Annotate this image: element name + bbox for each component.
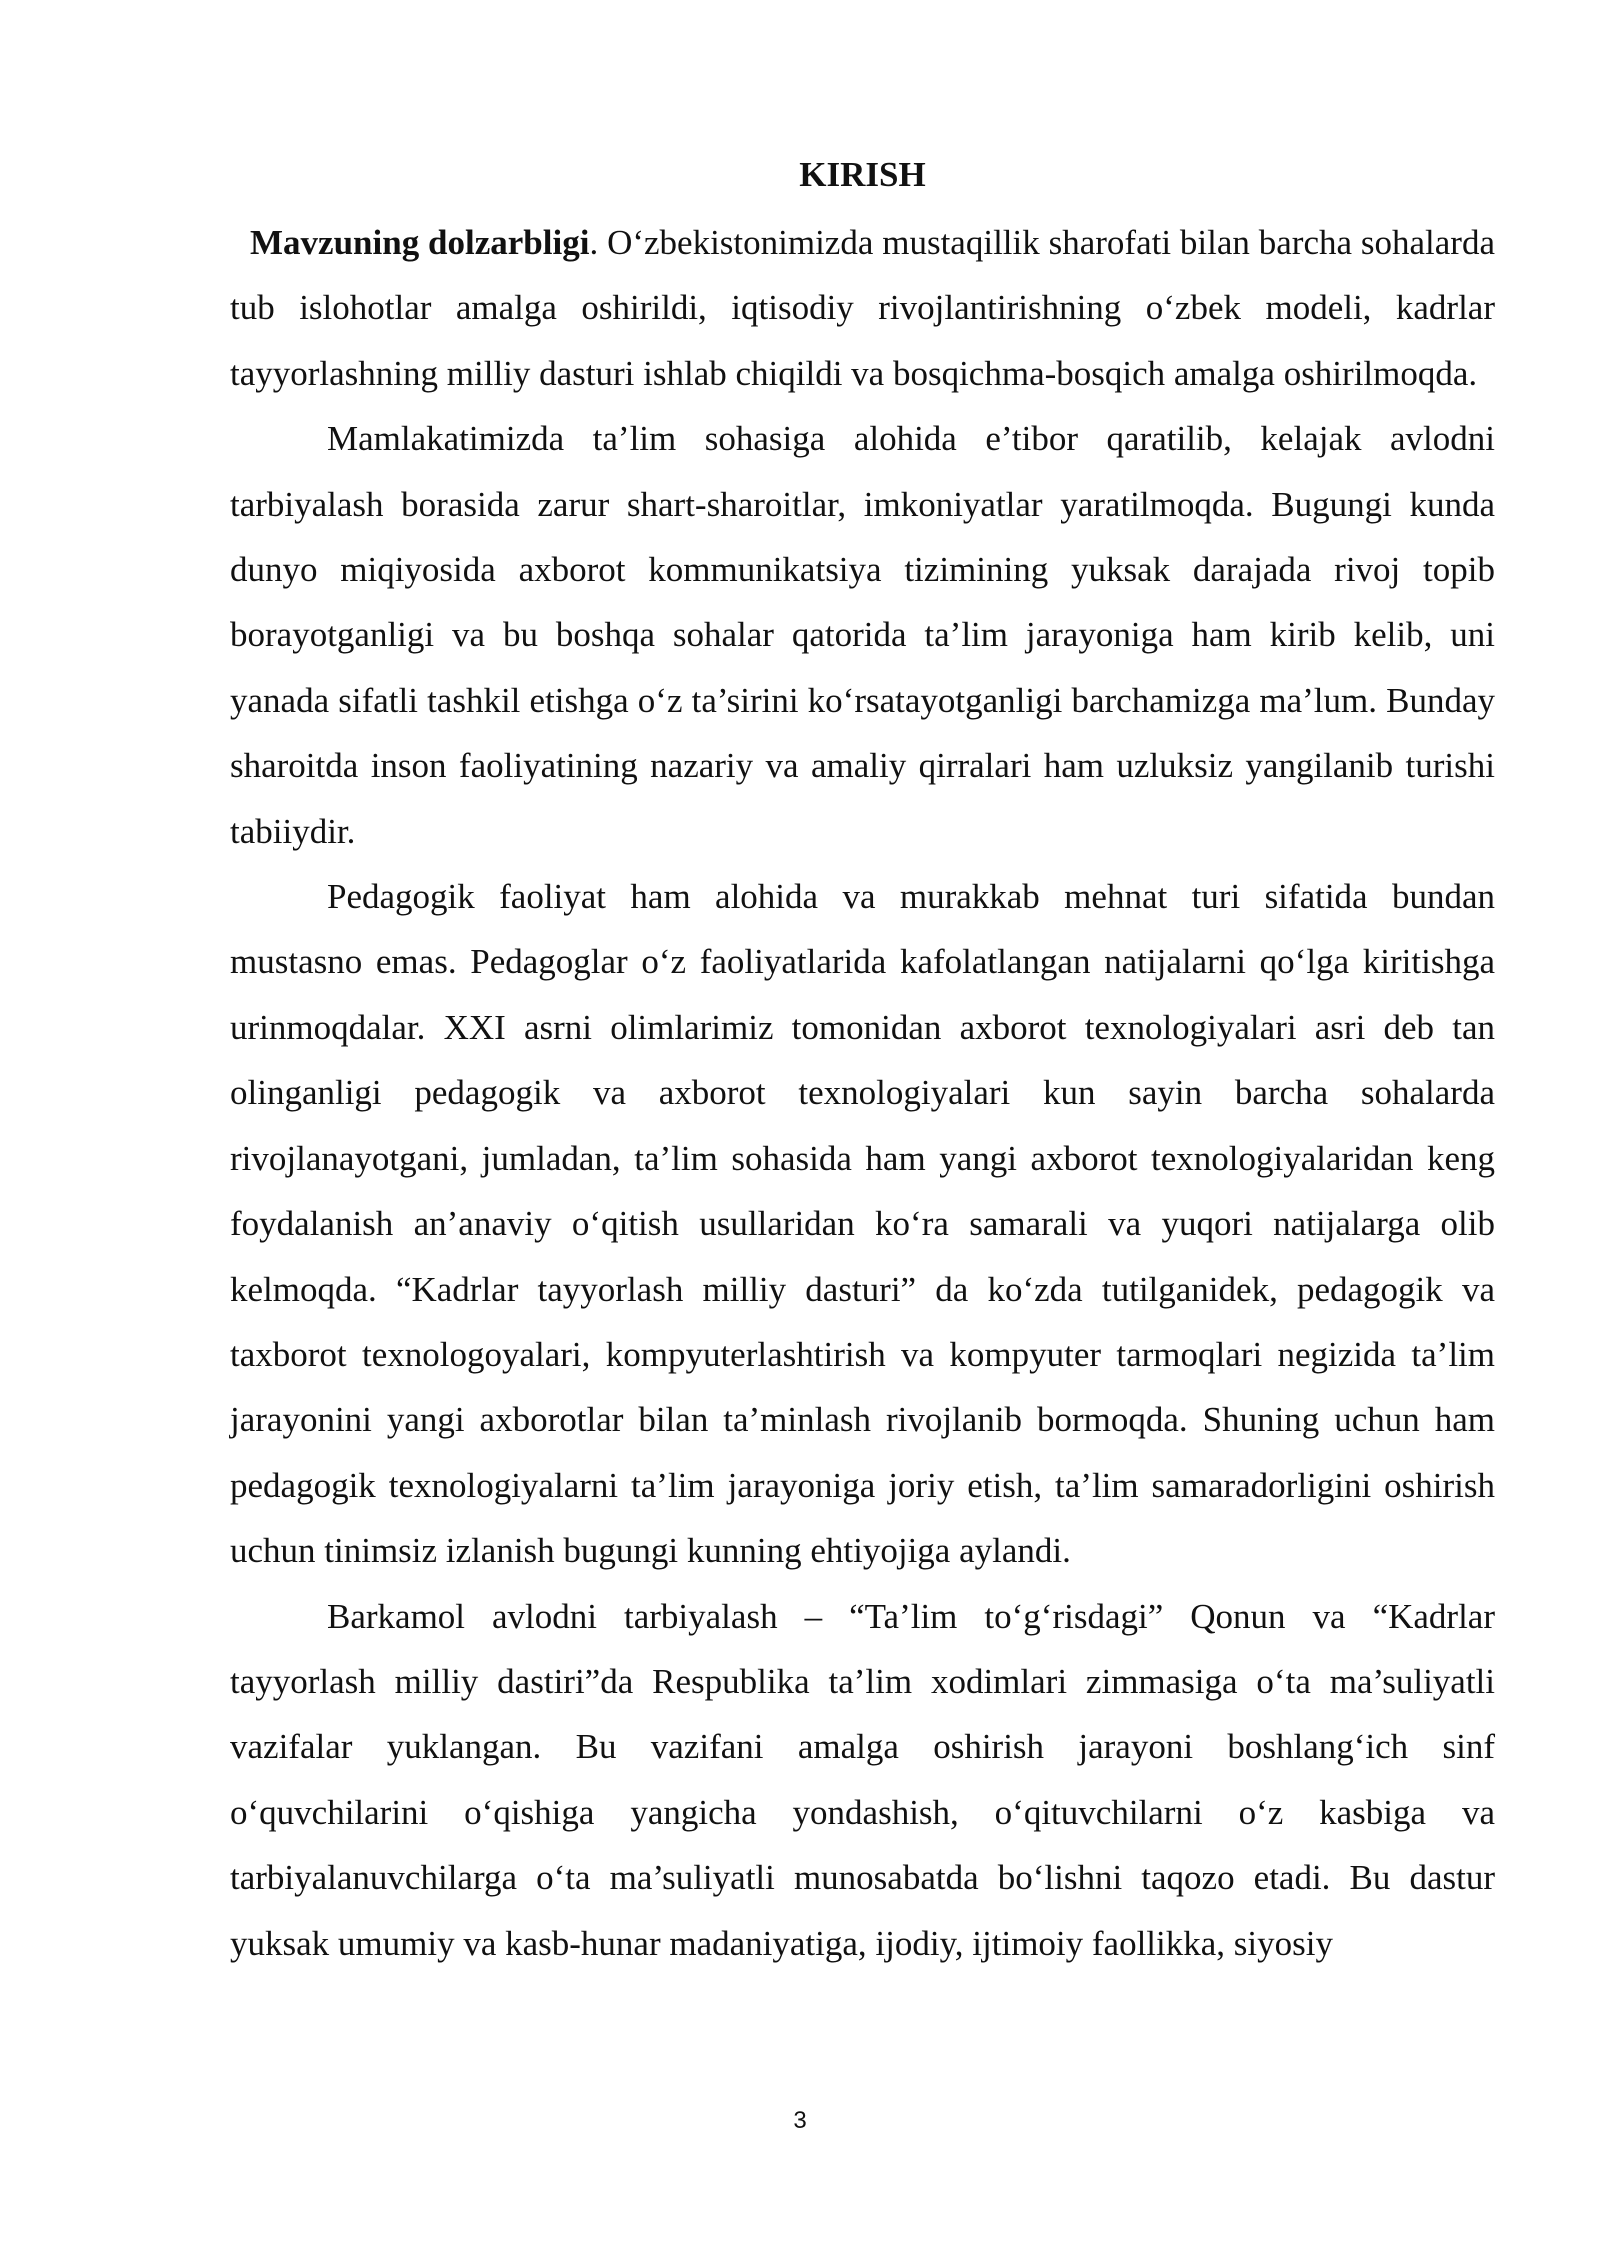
paragraph-harmonious-generation: Barkamol avlodni tarbiyalash – “Ta’lim to‘g‘risdagi” Qonun va “Kadrlar tayyorlash milliy dastiri”da Respublika ta’lim xodimlari zimmasiga o‘ta ma’suliyatli vazifalar yuklangan. Bu vazifani amalga oshirish jarayoni boshlang‘ich sinf o‘quvchilarini o‘qishiga yangicha yondashish, o‘qituvchilarni o‘z kasbiga va tarbiyalanuvchilarga o‘ta ma’suliyatli munosabatda bo‘lishni taqozo etadi. Bu dastur yuksak umumiy va kasb-hunar madaniyatiga, ijodiy, ijtimoiy faollikka, siyosiy xyxy=(230,1596,1495,1963)
paragraph-text: . O‘zbekistonimizda mustaqillik sharofati bilan barcha sohalarda tub islohotlar amalga oshirildi, iqtisodiy rivojlantirishning o‘zbek modeli, kadrlar tayyorlashning milliy dasturi ishlab chiqildi va bosqichma-bosqich amalga oshirilmoqda. xyxy=(230,223,1495,393)
paragraph-relevance xyxy=(230,210,1495,406)
paragraph-education-focus: Mamlakatimizda ta’lim sohasiga alohida e’tibor qaratilib, kelajak avlodni tarbiyalash borasida zarur shart-sharoitlar, imkoniyatlar yaratilmoqda. Bugungi kunda dunyo miqiyosida axborot kommunikatsiya tizimining yuksak darajada rivoj topib borayotganligi va bu boshqa sohalar qatorida ta’lim jarayoniga ham kirib kelib, uni yanada sifatli tashkil etishga o‘z ta’sirini ko‘rsatayotganligi barchamizga ma’lum. Bunday sharoitda inson faoliyatining nazariy va amaliy qirralari ham uzluksiz yangilanib turishi tabiiydir. xyxy=(230,419,1495,851)
paragraph-pedagogical-activity: Pedagogik faoliyat ham alohida va murakkab mehnat turi sifatida bundan mustasno emas. Pedagoglar o‘z faoliyatlarida kafolatlangan natijalarni qo‘lga kiritishga urinmoqdalar. XXI asrni olimlarimiz tomonidan axborot texnologiyalari asri deb tan olinganligi pedagogik va axborot texnologiyalari kun sayin barcha sohalarda rivojlanayotgani, jumladan, ta’lim sohasida ham yangi axborot texnologiyalaridan keng foydalanish an’anaviy o‘qitish usullaridan ko‘ra samarali va yuqori natijalarga olib kelmoqda. “Kadrlar tayyorlash milliy dasturi” da ko‘zda tutilganidek, pedagogik va taxborot texnologoyalari, kompyuterlashtirish va kompyuter tarmoqlari negizida ta’lim jarayonini yangi axborotlar bilan ta’minlash rivojlanib bormoqda. Shuning uchun ham pedagogik texnologiyalarni ta’lim jarayoniga joriy etish, ta’lim samaradorligini oshirish uchun tinimsiz izlanish bugungi kunning ehtiyojiga aylandi. xyxy=(230,877,1495,1571)
page-number: 3 xyxy=(793,2107,807,2134)
page-title: KIRISH xyxy=(799,155,926,194)
paragraph-lead-heading: Mavzuning dolzarbligi xyxy=(250,223,590,262)
document-body xyxy=(230,148,1495,1976)
